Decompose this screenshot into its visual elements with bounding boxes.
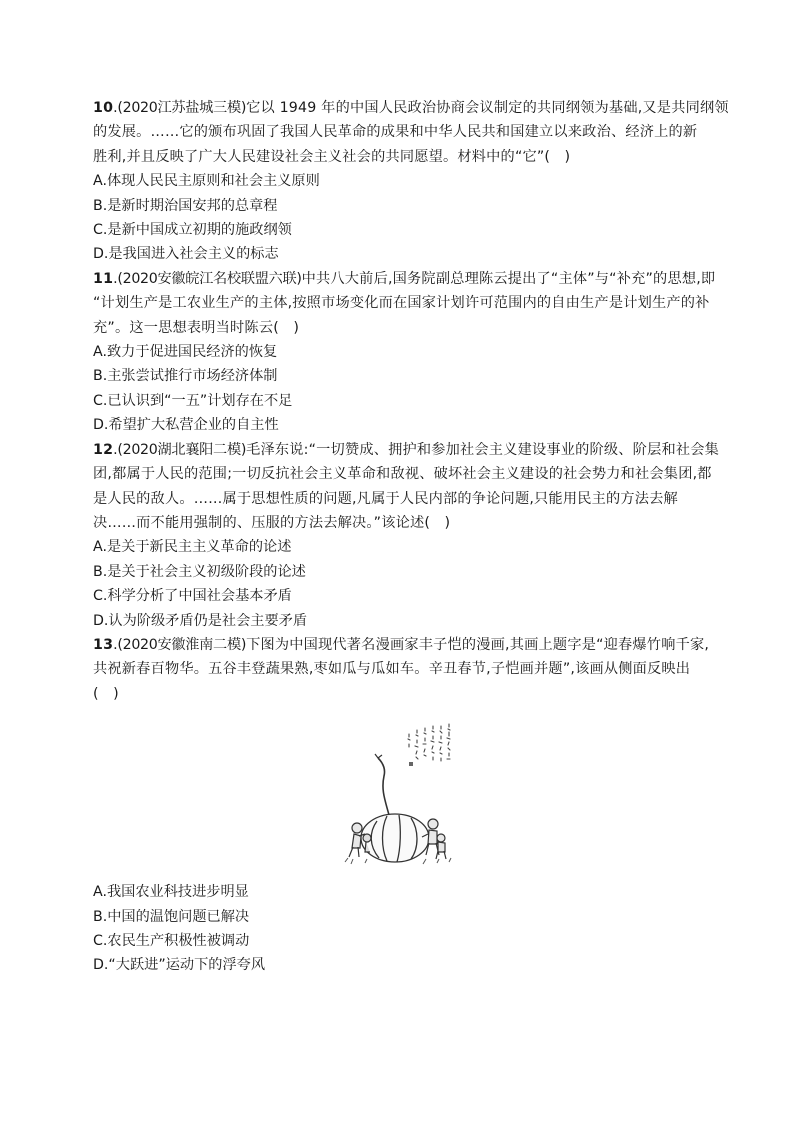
option-d[interactable]: D.希望扩大私营企业的自主性 xyxy=(93,417,279,434)
question-stem-line xyxy=(93,633,710,657)
option-d[interactable]: D.认为阶级矛盾仍是社会主要矛盾 xyxy=(93,612,308,629)
question-source: .(2020安徽淮南二模) xyxy=(113,636,247,653)
question-stem-line: “计划生产是工农业生产的主体,按照市场变化而在国家计划许可范围内的自由生产是计划生产的补 xyxy=(93,295,710,312)
question-10 xyxy=(93,96,729,267)
option-b[interactable]: B.主张尝试推行市场经济体制 xyxy=(93,368,278,385)
option-b[interactable]: B.中国的温饱问题已解决 xyxy=(93,908,250,925)
cartoon-image xyxy=(337,720,457,870)
option-a[interactable]: A.体现人民民主原则和社会主义原则 xyxy=(93,173,320,190)
option-c[interactable]: C.科学分析了中国社会基本矛盾 xyxy=(93,588,292,605)
cartoon-pumpkin-illustration xyxy=(337,720,457,870)
option-d[interactable]: D.是我国进入社会主义的标志 xyxy=(93,246,279,263)
question-number: 10 xyxy=(93,100,114,116)
question-source: .(2020安徽皖江名校联盟六联) xyxy=(113,270,302,287)
option-c[interactable]: C.是新中国成立初期的施政纲领 xyxy=(93,222,292,239)
question-13 xyxy=(93,633,710,978)
option-c[interactable]: C.已认识到“一五”计划存在不足 xyxy=(93,392,293,409)
question-number: 12 xyxy=(93,441,114,458)
stem-text: 毛泽东说:“一切赞成、拥护和参加社会主义建设事业的阶级、阶层和社会集 xyxy=(246,441,720,458)
stem-text: 下图为中国现代著名漫画家丰子恺的漫画,其画上题字是“迎春爆竹响千家, xyxy=(246,636,710,653)
option-a[interactable]: A.我国农业科技进步明显 xyxy=(93,884,249,901)
question-stem-line xyxy=(93,267,716,291)
question-stem-line: 胜利,并且反映了广大人民建设社会主义社会的共同愿望。材料中的“它”( ) xyxy=(93,148,571,165)
option-b[interactable]: B.是新时期治国安邦的总章程 xyxy=(93,197,278,214)
option-b[interactable]: B.是关于社会主义初级阶段的论述 xyxy=(93,563,306,580)
question-list xyxy=(93,96,729,978)
question-stem-line: 团,都属于人民的范围;一切反抗社会主义革命和敌视、破坏社会主义建设的社会势力和社会集团,都 xyxy=(93,466,712,483)
question-stem-line: ( ) xyxy=(93,685,119,702)
question-stem-line: 的发展。……它的颁布巩固了我国人民革命的成果和中华人民共和国建立以来政治、经济上的新 xyxy=(93,124,698,141)
question-11 xyxy=(93,267,716,438)
stem-text: 它以 1949 年的中国人民政治协商会议制定的共同纲领为基础,又是共同纲领 xyxy=(246,100,729,116)
question-source: .(2020湖北襄阳二模) xyxy=(113,441,247,458)
question-source: .(2020江苏盐城三模) xyxy=(113,100,247,116)
question-stem-line xyxy=(93,438,720,462)
option-a[interactable]: A.致力于促进国民经济的恢复 xyxy=(93,344,278,361)
question-stem-line: 是人民的敌人。……属于思想性质的问题,凡属于人民内部的争论问题,只能用民主的方法去解 xyxy=(93,490,678,507)
question-stem-line xyxy=(93,96,729,120)
question-stem-line: 充”。这一思想表明当时陈云( ) xyxy=(93,319,300,336)
question-stem-line: 决……而不能用强制的、压服的方法去解决。”该论述( ) xyxy=(93,514,451,531)
question-number: 11 xyxy=(93,270,114,287)
question-stem-line: 共祝新春百物华。五谷丰登蔬果熟,枣如瓜与瓜如车。辛丑春节,子恺画并题”,该画从侧面反映出 xyxy=(93,661,691,678)
ribbon-stalk xyxy=(378,758,389,815)
question-number: 13 xyxy=(93,636,114,653)
question-12 xyxy=(93,438,720,633)
option-d[interactable]: D.“大跃进”运动下的浮夸风 xyxy=(93,957,266,974)
option-a[interactable]: A.是关于新民主主义革命的论述 xyxy=(93,539,292,556)
stem-text: 中共八大前后,国务院副总理陈云提出了“主体”与“补充”的思想,即 xyxy=(301,270,716,287)
calligraphy-inscription xyxy=(408,724,450,766)
option-c[interactable]: C.农民生产积极性被调动 xyxy=(93,932,250,949)
